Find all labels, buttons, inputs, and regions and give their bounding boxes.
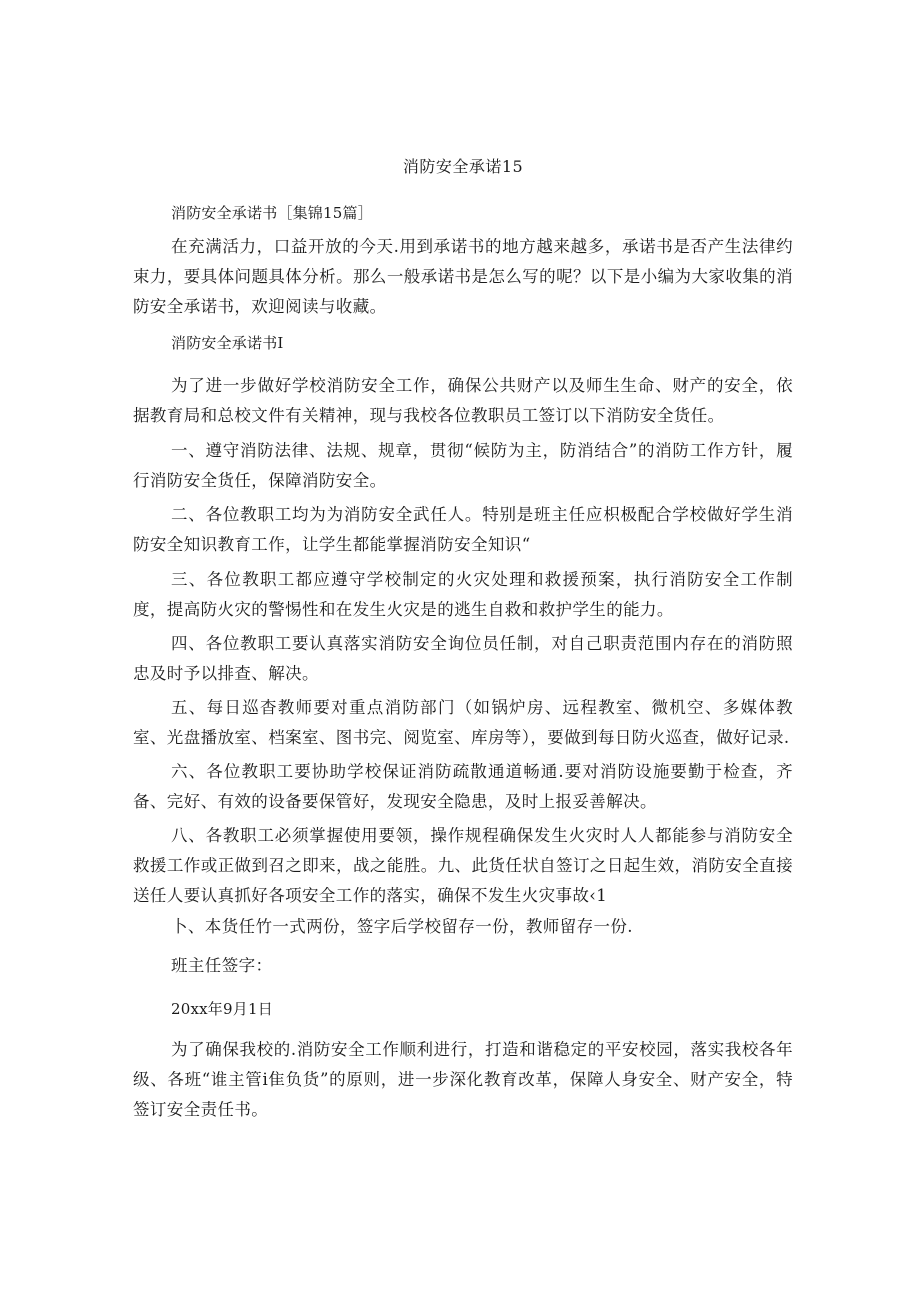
body-paragraph: 一、遵守消防法律、法规、规章，贯彻“候防为主，防消结合”的消防工作方针，履行消防安全货任，保障消防安全。 — [133, 441, 793, 490]
document-title: 消防安全承诺15 — [402, 157, 524, 176]
document-subtitle: 消防安全承诺书［集锦15篇］ — [171, 204, 373, 222]
body-paragraph: 五、每日巡杳教师要对重点消防部门（如锅炉房、远程教室、微机空、多媒体教室、光盘播放室、档案室、图书完、阅览室、库房等），要做到每日防火巡查，做好记录. — [133, 698, 793, 747]
intro-paragraph: 在充满活力，口益开放的今天.用到承诺书的地方越来越多，承诺书是否产生法律约束力，要具体问题具体分析。那么一般承诺书是怎么写的呢？以下是小编为大家收集的消防安全承诺书，欢迎阅读与收藏。 — [133, 237, 793, 316]
document-date: 20xx年9月1日 — [171, 1000, 273, 1018]
closing-paragraph: 为了确保我校的.消防安全工作顺利进行，打造和谐稳定的平安校园，落实我校各年级、各班“谁主管i隹负货”的原则，进一步深化教育改革，保障人身安全、财产安全，特签订安全责任书。 — [133, 1040, 793, 1119]
body-paragraph: 八、各教职工必须掌握使用要领，操作规程确保发生火灾时人人都能参与消防安全救援工作或正做到召之即来，战之能胜。九、此货任状自签订之日起生效，消防安全直接送任人要认真抓好各项安全工作的落实，确保不发生火灾事故‹1 — [133, 826, 793, 905]
body-paragraph: 三、各位教职工都应遵守学校制定的火灾处理和救援预案，执行消防安全工作制度，提高防火灾的警惕性和在发生火灾是的逃生自救和救护学生的能力。 — [133, 570, 793, 619]
body-paragraph: 六、各位教职工要协助学校保证消防疏散通道畅通.要对消防设施要勤于检查，齐备、完好、有效的设备要保管好，发现安全隐患，及时上报妥善解决。 — [133, 762, 793, 811]
body-paragraph: 二、各位教职工均为为消防安全武任人。特别是班主任应枳极配合学校做好学生消防安全知识教育工作，让学生都能掌握消防安全知识“ — [133, 505, 793, 554]
body-paragraph: 四、各位教职工要认真落实消防安全询位员任制，对自己职责范围内存在的消防照忠及时予以排查、解决。 — [133, 634, 793, 683]
signature-label: 班主任签字： — [171, 956, 273, 975]
body-paragraph: 为了进一步做好学校消防安全工作，确保公共财产以及师生生命、财产的安全，依据教育局和总校文件有关精神，现与我校各位教职员工签订以下消防安全货任。 — [133, 376, 793, 425]
body-paragraph: 卜、本货任竹一式两份，签字后学校留存一份，教师留存一份. — [171, 917, 633, 936]
section-heading: 消防安全承诺书I — [171, 334, 284, 352]
